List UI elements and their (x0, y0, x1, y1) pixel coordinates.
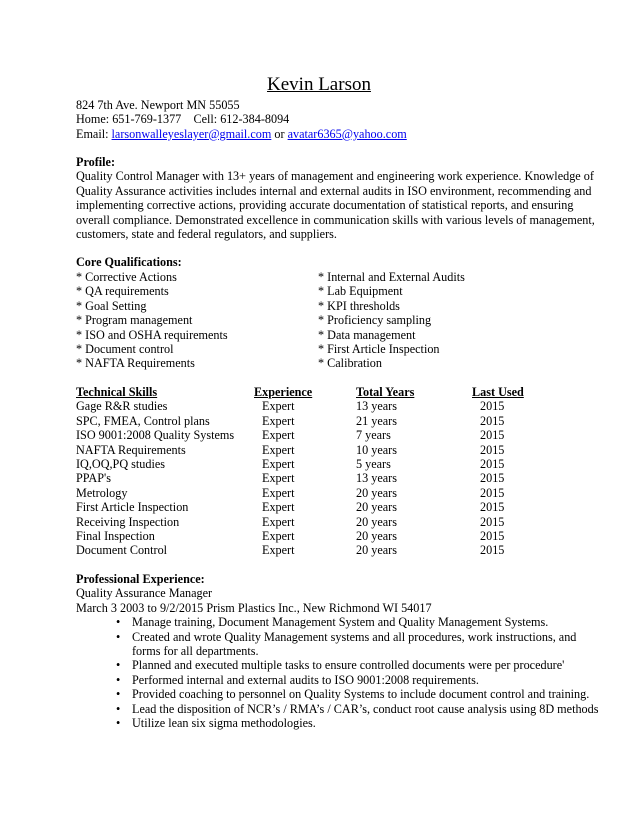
skill-total-years: 21 years (356, 413, 397, 428)
skill-total-years: 20 years (356, 500, 397, 515)
qualification-item: * Proficiency sampling (318, 313, 432, 328)
skill-total-years: 7 years (356, 428, 391, 443)
skill-total-years: 20 years (356, 514, 397, 529)
skill-experience: Expert (262, 529, 295, 544)
qualification-item: * QA requirements (76, 284, 169, 299)
table-row (76, 543, 550, 557)
profile-heading: Profile: (76, 155, 116, 169)
table-row (76, 515, 550, 529)
qualification-item: * Lab Equipment (318, 284, 403, 299)
bullet-icon: • (116, 615, 121, 630)
email-line (76, 127, 616, 141)
list-item (76, 716, 616, 730)
qualification-item: * NAFTA Requirements (76, 356, 195, 371)
qualification-item: * Corrective Actions (76, 270, 177, 284)
email-secondary-link[interactable]: avatar6365@yahoo.com (287, 126, 407, 141)
job-title: Quality Assurance Manager (76, 586, 213, 601)
table-row (76, 457, 550, 471)
skill-name: Document Control (76, 543, 168, 558)
qualification-item: * Goal Setting (76, 298, 147, 313)
table-header-row (76, 385, 550, 399)
skill-experience: Expert (262, 471, 295, 486)
list-item (76, 658, 616, 672)
table-row (76, 428, 550, 442)
bullet-icon: • (116, 629, 121, 644)
skill-experience: Expert (262, 399, 295, 414)
qualification-item: * Data management (318, 327, 416, 342)
list-item (76, 673, 616, 687)
bullet-icon: • (116, 658, 121, 673)
bullet-text: Lead the disposition of NCR’s / RMA’s / CAR’s, conduct root cause analysis using 8D methods (132, 701, 599, 716)
candidate-name: Kevin Larson (267, 74, 371, 95)
contact-block (76, 98, 616, 141)
skill-last-used: 2015 (480, 413, 505, 428)
profile-line: Quality Control Manager with 13+ years of management and engineering work experience. Knowledge of (76, 169, 594, 184)
bullet-icon: • (116, 687, 121, 702)
skill-experience: Expert (262, 514, 295, 529)
skill-name: PPAP's (76, 471, 111, 486)
skill-total-years: 20 years (356, 485, 397, 500)
qualification-item: * ISO and OSHA requirements (76, 327, 228, 342)
qualification-item: * Program management (76, 313, 193, 328)
skill-last-used: 2015 (480, 471, 505, 486)
skill-total-years: 20 years (356, 529, 397, 544)
profile-line: implementing corrective actions, providing accurate documentation of statistical reports, and ensuring (76, 198, 574, 213)
bullet-text: Utilize lean six sigma methodologies. (132, 716, 316, 731)
skill-name: Final Inspection (76, 529, 155, 544)
table-row (76, 399, 550, 413)
table-row (76, 443, 550, 457)
bullet-text: Provided coaching to personnel on Quality Systems to include document control and training. (132, 687, 590, 702)
qualifications-right-column (318, 270, 465, 371)
list-item (76, 615, 616, 629)
table-row (76, 500, 550, 514)
qualifications-heading: Core Qualifications: (76, 255, 182, 269)
skill-name: IQ,OQ,PQ studies (76, 457, 166, 472)
skill-total-years: 13 years (356, 471, 397, 486)
qualifications-left-column (76, 270, 228, 371)
email-primary-link[interactable]: larsonwalleyeslayer@gmail.com (111, 126, 272, 141)
email-or: or (274, 126, 285, 141)
skill-experience: Expert (262, 428, 295, 443)
email-label: Email: (76, 126, 109, 141)
technical-skills-table (76, 385, 550, 558)
skill-total-years: 20 years (356, 543, 397, 558)
skill-last-used: 2015 (480, 529, 505, 544)
skill-last-used: 2015 (480, 514, 505, 529)
experience-bullets (76, 615, 616, 730)
skill-last-used: 2015 (480, 442, 505, 457)
job-dates-company: March 3 2003 to 9/2/2015 Prism Plastics Inc., New Richmond WI 54017 (76, 600, 432, 615)
skill-name: ISO 9001:2008 Quality Systems (76, 428, 235, 443)
qualification-item: * Internal and External Audits (318, 270, 465, 284)
table-row (76, 471, 550, 485)
bullet-icon: • (116, 701, 121, 716)
skill-experience: Expert (262, 485, 295, 500)
skill-experience: Expert (262, 543, 295, 558)
column-header-total-years: Total Years (356, 385, 415, 399)
skill-experience: Expert (262, 442, 295, 457)
profile-text (76, 169, 610, 241)
list-item (76, 687, 616, 701)
skill-experience: Expert (262, 457, 295, 472)
qualification-item: * Calibration (318, 356, 382, 371)
bullet-text: Planned and executed multiple tasks to ensure controlled documents were per procedure' (132, 658, 565, 673)
profile-line: customers, state and federal regulators, and suppliers. (76, 227, 337, 242)
skill-total-years: 10 years (356, 442, 397, 457)
skill-last-used: 2015 (480, 399, 505, 414)
skill-name: SPC, FMEA, Control plans (76, 413, 210, 428)
column-header-skill: Technical Skills (76, 385, 158, 399)
skill-last-used: 2015 (480, 457, 505, 472)
table-row (76, 414, 550, 428)
phone-line: Home: 651-769-1377 Cell: 612-384-8094 (76, 112, 290, 127)
bullet-icon: • (116, 672, 121, 687)
skill-name: Gage R&R studies (76, 399, 168, 414)
table-row (76, 486, 550, 500)
column-header-last-used: Last Used (472, 385, 524, 399)
skill-experience: Expert (262, 413, 295, 428)
skill-experience: Expert (262, 500, 295, 515)
list-item (76, 702, 616, 716)
profile-section (76, 155, 616, 241)
skill-total-years: 13 years (356, 399, 397, 414)
bullet-text: Created and wrote Quality Management systems and all procedures, work instructions, and (132, 629, 577, 644)
skill-last-used: 2015 (480, 543, 505, 558)
qualification-item: * Document control (76, 342, 174, 357)
skill-name: NAFTA Requirements (76, 442, 186, 457)
list-item (76, 630, 616, 659)
column-header-experience: Experience (254, 385, 313, 399)
address: 824 7th Ave. Newport MN 55055 (76, 98, 240, 112)
qualification-item: * First Article Inspection (318, 342, 440, 357)
experience-heading: Professional Experience: (76, 572, 205, 586)
skill-last-used: 2015 (480, 428, 505, 443)
bullet-text: Performed internal and external audits to ISO 9001:2008 requirements. (132, 672, 479, 687)
skill-name: Metrology (76, 485, 128, 500)
skill-last-used: 2015 (480, 485, 505, 500)
skill-last-used: 2015 (480, 500, 505, 515)
bullet-text: Manage training, Document Management System and Quality Management Systems. (132, 615, 549, 630)
skill-name: First Article Inspection (76, 500, 189, 515)
skill-name: Receiving Inspection (76, 514, 180, 529)
qualification-item: * KPI thresholds (318, 298, 400, 313)
profile-line: overall compliance. Demonstrated excellence in communication skills with various levels of management, (76, 212, 595, 227)
table-row (76, 529, 550, 543)
experience-section (76, 572, 616, 730)
bullet-icon: • (116, 716, 121, 731)
profile-line: Quality Assurance activities includes internal and external audits in ISO environment, recommending and (76, 183, 592, 198)
skill-total-years: 5 years (356, 457, 391, 472)
bullet-text: forms for all departments. (132, 644, 259, 659)
